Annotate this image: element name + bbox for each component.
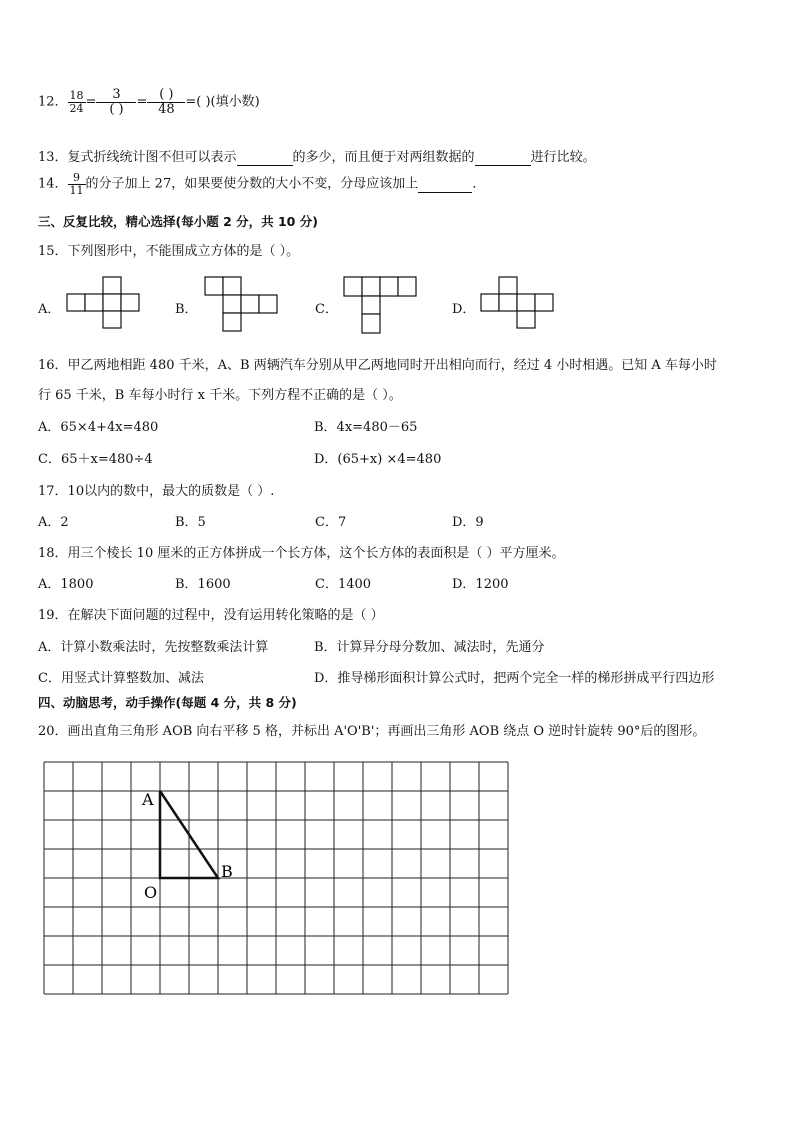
q19-option-c[interactable]: C．用竖式计算整数加、减法 bbox=[38, 671, 204, 686]
question-14: 14． $\frac{9}{11}$ 的分子加上 27，如果要使分数的大小不变，分母应该加上 ． bbox=[38, 171, 486, 197]
q18-option-b[interactable]: B．1600 bbox=[175, 577, 231, 592]
question-15-stem: 15．下列图形中，不能围成立方体的是（ ）。 bbox=[38, 244, 300, 259]
q17-option-a[interactable]: A．2 bbox=[38, 515, 69, 530]
section-3-heading: 三、反复比较，精心选择(每小题 2 分，共 10 分) bbox=[38, 214, 318, 229]
question-17-stem: 17．10以内的数中，最大的质数是（ ）. bbox=[38, 484, 275, 499]
question-19-stem: 19．在解决下面问题的过程中，没有运用转化策略的是（ ） bbox=[38, 608, 384, 623]
question-16-stem-line2: 行 65 千米，B 车每小时行 x 千米。下列方程不正确的是（ ）。 bbox=[38, 388, 402, 403]
q13-blank-1[interactable] bbox=[237, 150, 293, 166]
q16-option-d[interactable]: D．(65+x) ×4=480 bbox=[314, 452, 442, 467]
q17-option-d[interactable]: D．9 bbox=[452, 515, 484, 530]
q16-option-c[interactable]: C．65＋x=480÷4 bbox=[38, 452, 153, 467]
question-16-stem-line1: 16．甲乙两地相距 480 千米，A、B 两辆汽车分别从甲乙两地同时开出相向而行，经过 4 小时相遇。已知 A 车每小时 bbox=[38, 358, 717, 373]
q15-option-a-label[interactable]: A． bbox=[38, 302, 61, 317]
q13-blank-2[interactable] bbox=[475, 150, 531, 166]
q12-number: 12． bbox=[38, 94, 68, 110]
q18-option-d[interactable]: D．1200 bbox=[452, 577, 509, 592]
q12-fraction-2: $\frac{3}{( )}$ bbox=[96, 88, 136, 116]
question-18-stem: 18．用三个棱长 10 厘米的正方体拼成一个长方体，这个长方体的表面积是（ ）平方厘米。 bbox=[38, 546, 565, 561]
q18-option-a[interactable]: A．1800 bbox=[38, 577, 94, 592]
q19-option-b[interactable]: B．计算异分母分数加、减法时，先通分 bbox=[314, 640, 545, 655]
q15-option-d-label[interactable]: D． bbox=[452, 302, 476, 317]
q12-tail: =( )(填小数) bbox=[185, 94, 260, 110]
question-12: 12． $\frac{18}{24}$ = $\frac{3}{( )}$ = $\frac{( )}{48}$ =( )(填小数) bbox=[38, 87, 260, 117]
q16-option-a[interactable]: A．65×4+4x=480 bbox=[38, 420, 159, 435]
q16-option-b[interactable]: B．4x=480－65 bbox=[314, 420, 418, 435]
q20-grid-figure[interactable] bbox=[40, 760, 512, 996]
q19-option-d[interactable]: D．推导梯形面积计算公式时，把两个完全一样的梯形拼成平行四边形 bbox=[314, 671, 715, 686]
q14-fraction: $\frac{9}{11}$ bbox=[69, 171, 84, 197]
q17-option-b[interactable]: B．5 bbox=[175, 515, 206, 530]
q20-grid-lines bbox=[44, 762, 508, 994]
q15-option-b-label[interactable]: B． bbox=[175, 302, 198, 317]
q18-option-c[interactable]: C．1400 bbox=[315, 577, 372, 592]
q20-label-b: B bbox=[221, 862, 233, 881]
question-20-stem: 20．画出直角三角形 AOB 向右平移 5 格，并标出 A'O'B'；再画出三角形 AOB 绕点 O 逆时针旋转 90°后的图形。 bbox=[38, 724, 706, 739]
q15-net-d bbox=[480, 276, 556, 330]
q20-label-o: O bbox=[144, 883, 158, 902]
question-13: 13．复式折线统计图不但可以表示 的多少，而且便于对两组数据的 进行比较。 bbox=[38, 150, 596, 165]
q17-option-c[interactable]: C．7 bbox=[315, 515, 347, 530]
q12-fraction-1: $\frac{18}{24}$ bbox=[69, 89, 84, 115]
section-4-heading: 四、动脑思考，动手操作(每题 4 分，共 8 分) bbox=[38, 695, 297, 710]
q14-blank[interactable] bbox=[418, 177, 472, 193]
q19-option-a[interactable]: A．计算小数乘法时，先按整数乘法计算 bbox=[38, 640, 269, 655]
q20-label-a: A bbox=[142, 790, 154, 809]
q15-net-a bbox=[66, 276, 140, 328]
q15-net-c bbox=[343, 276, 417, 334]
q15-option-c-label[interactable]: C． bbox=[315, 302, 338, 317]
q15-net-b bbox=[204, 276, 278, 332]
q12-fraction-3: $\frac{( )}{48}$ bbox=[147, 88, 185, 116]
